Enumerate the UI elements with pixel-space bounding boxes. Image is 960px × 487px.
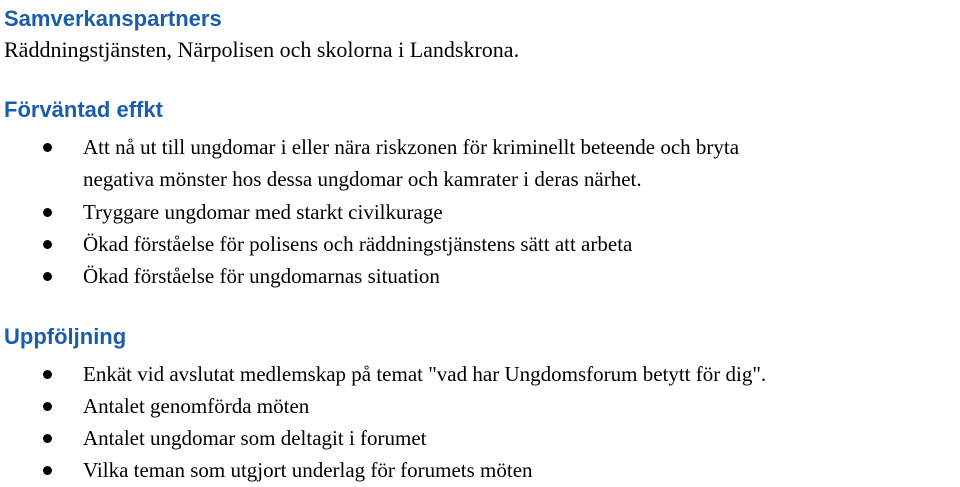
- samverkanspartners-text: Räddningstjänsten, Närpolisen och skolorna i Landskrona.: [4, 37, 520, 62]
- bullet-dot-icon: [43, 240, 52, 249]
- uppfoljning-bullet-2: Antalet genomförda möten: [83, 394, 310, 418]
- bullet-dot-icon: [43, 402, 52, 411]
- effekt-bullet-1-line-1: Att nå ut till ungdomar i eller nära riskzonen för kriminellt beteende och bryta: [83, 135, 740, 159]
- bullet-dot-icon: [43, 272, 52, 281]
- bullet-dot-icon: [43, 466, 52, 475]
- uppfoljning-bullet-4: Vilka teman som utgjort underlag för forumets möten: [83, 458, 533, 482]
- heading-uppfoljning: Uppföljning: [4, 324, 127, 349]
- effekt-bullet-4: Ökad förståelse för ungdomarnas situation: [83, 264, 440, 288]
- effekt-bullet-1: [83, 131, 739, 195]
- heading-samverkanspartners: Samverkanspartners: [4, 6, 222, 31]
- bullet-dot-icon: [43, 143, 52, 152]
- uppfoljning-bullet-1: Enkät vid avslutat medlemskap på temat "vad har Ungdomsforum betytt för dig".: [83, 362, 767, 386]
- bullet-dot-icon: [43, 370, 52, 379]
- effekt-bullet-1-line-2: negativa mönster hos dessa ungdomar och kamrater i deras närhet.: [83, 167, 642, 191]
- effekt-bullet-3: Ökad förståelse för polisens och räddningstjänstens sätt att arbeta: [83, 232, 633, 256]
- uppfoljning-bullet-3: Antalet ungdomar som deltagit i forumet: [83, 426, 427, 450]
- bullet-dot-icon: [43, 208, 52, 217]
- heading-forvantad-effekt: Förväntad effkt: [4, 97, 163, 122]
- bullet-dot-icon: [43, 434, 52, 443]
- effekt-bullet-2: Tryggare ungdomar med starkt civilkurage: [83, 200, 443, 224]
